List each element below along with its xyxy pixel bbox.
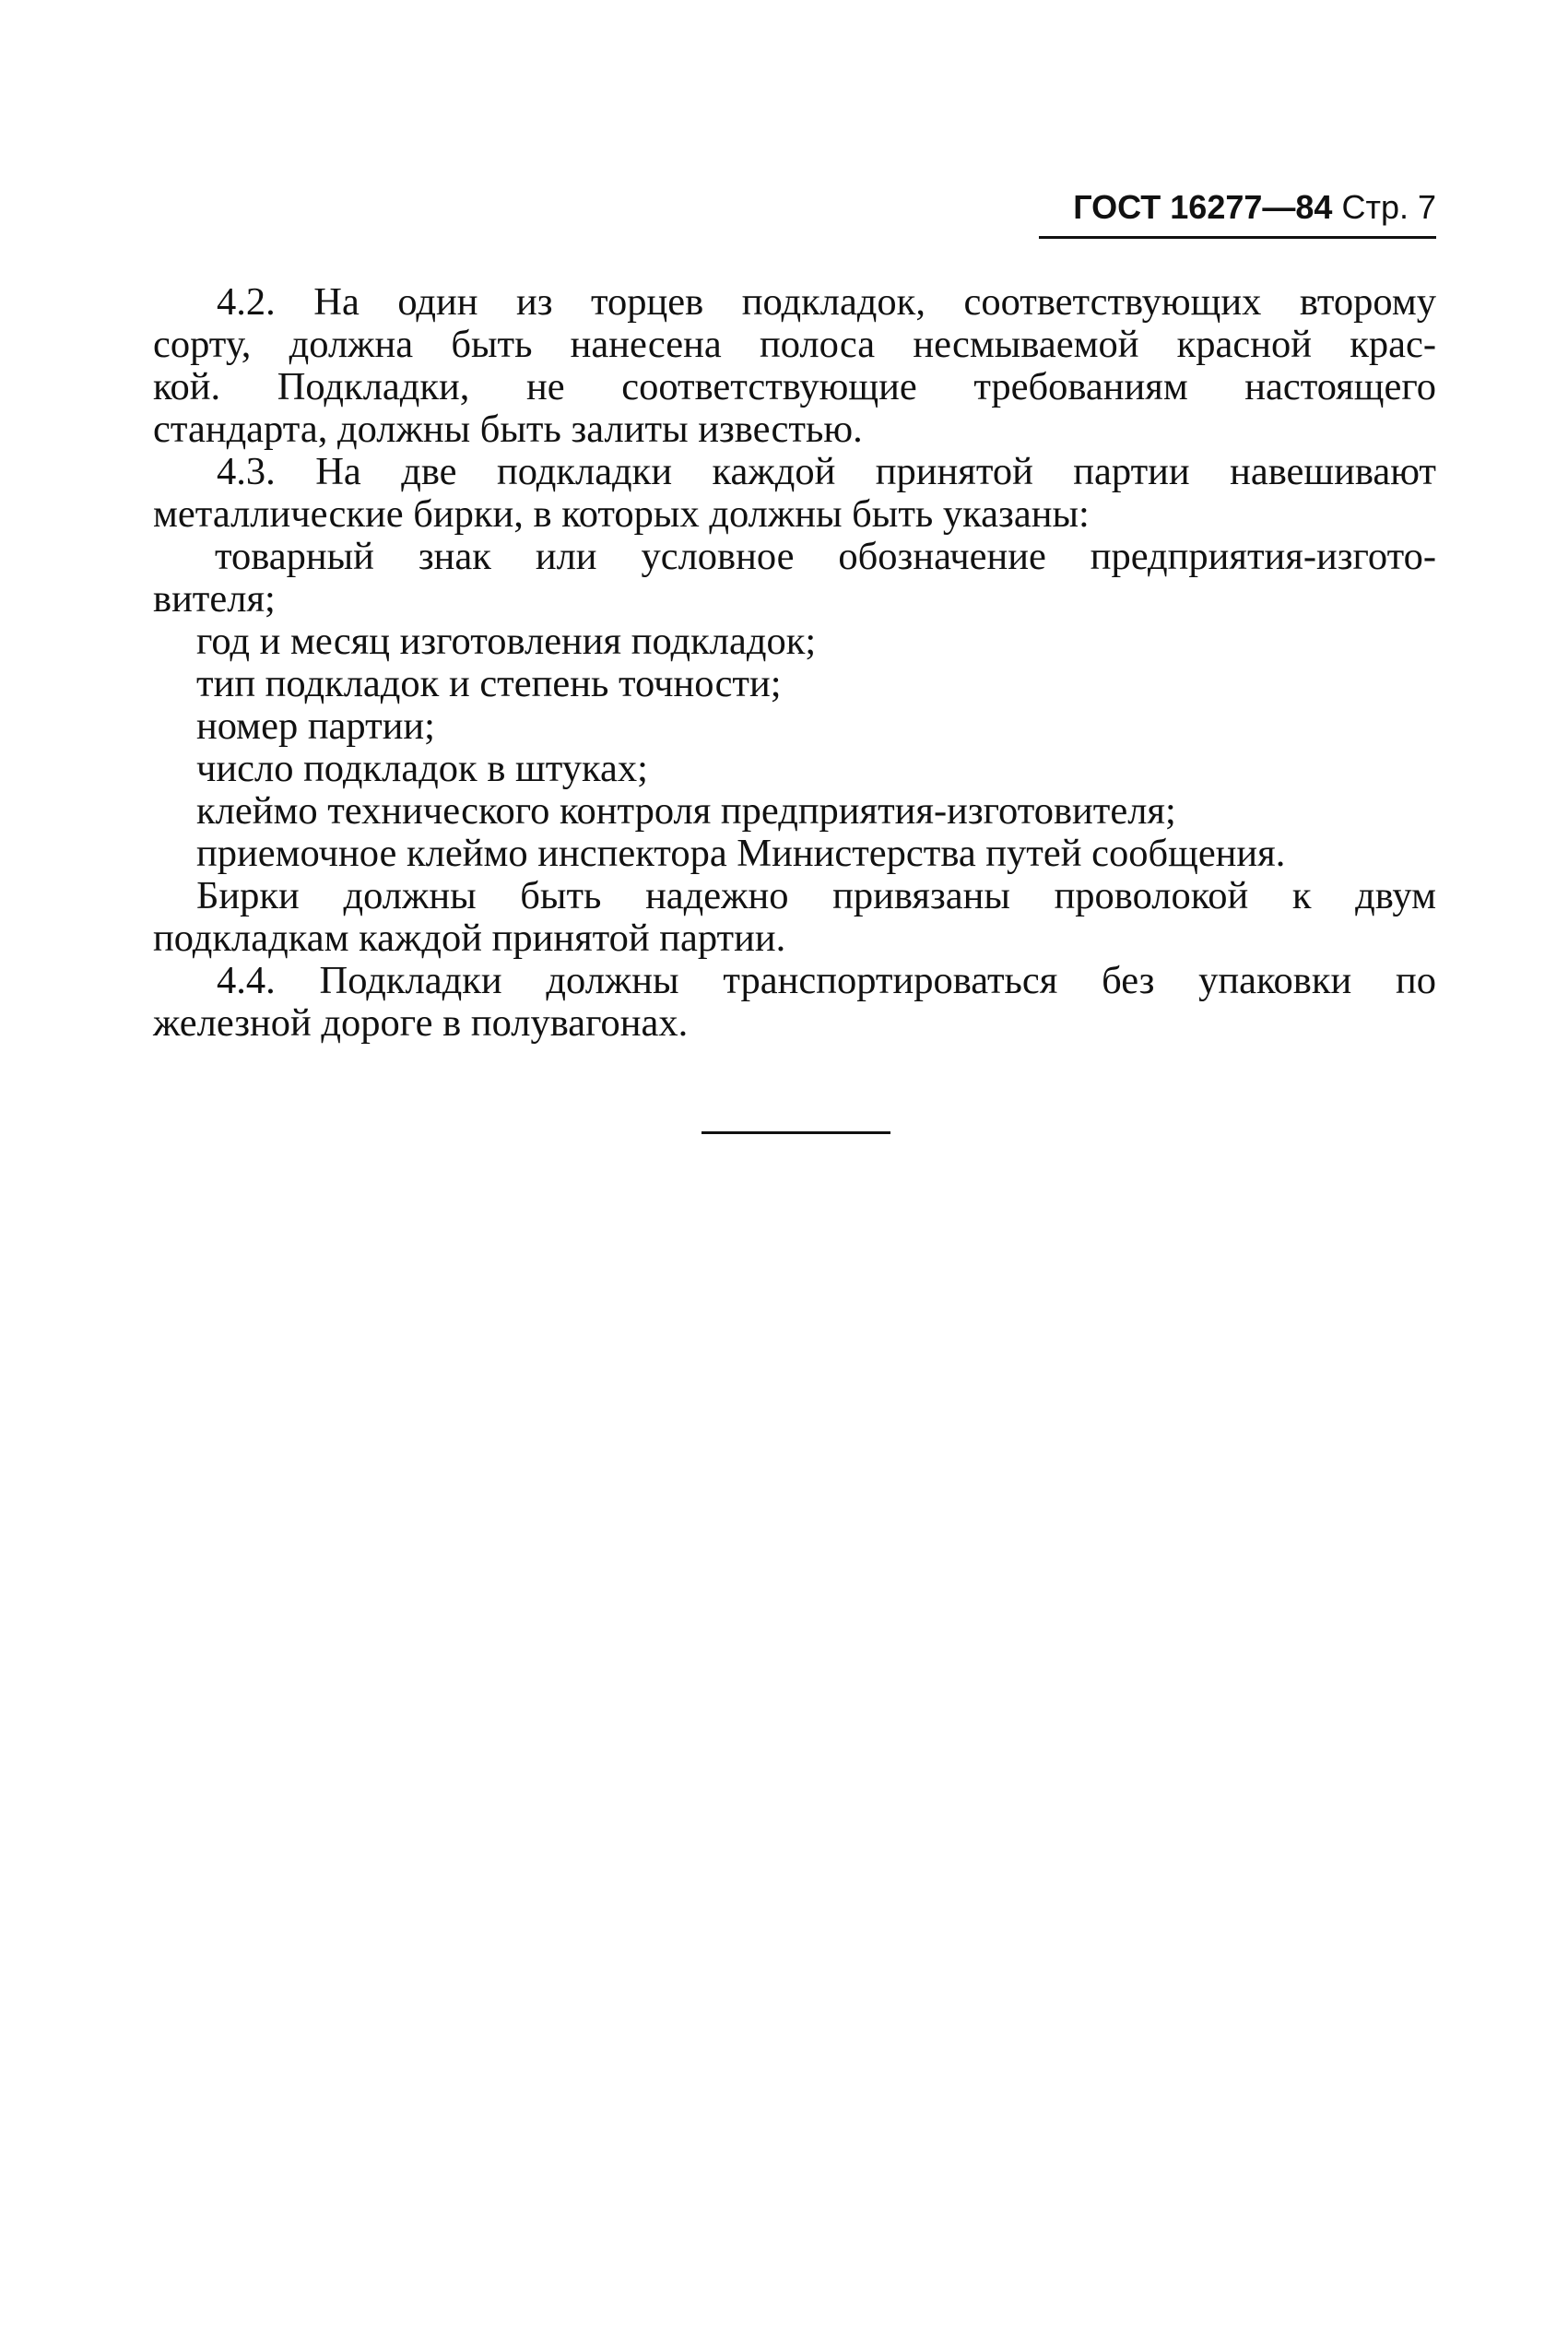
text-line: число подкладок в штуках;: [196, 747, 648, 790]
text-line: подкладкам каждой принятой партии.: [153, 917, 786, 960]
text-line: приемочное клеймо инспектора Министерства путей сообщения.: [196, 832, 1286, 875]
end-rule: [701, 1131, 890, 1134]
text-line: кой. Подкладки, не соответствующие требованиям настоящего: [153, 365, 1436, 408]
page-number: Стр. 7: [1341, 188, 1436, 226]
text-line: железной дороге в полувагонах.: [153, 1001, 689, 1045]
text-line: номер партии;: [196, 704, 435, 748]
header-rule: [1039, 236, 1436, 239]
text-line: клеймо технического контроля предприятия-изготовителя;: [196, 789, 1176, 833]
text-line: тип подкладок и степень точности;: [196, 662, 782, 705]
text-line: товарный знак или условное обозначение предприятия-изгото-: [215, 535, 1436, 578]
document-body: [153, 281, 1436, 1045]
text-line: Бирки должны быть надежно привязаны проволокой к двум: [196, 874, 1436, 917]
text-line: стандарта, должны быть залиты известью.: [153, 408, 863, 451]
page-header: [1039, 187, 1436, 228]
text-line: вителя;: [153, 577, 276, 621]
text-line: 4.2. На один из торцев подкладок, соответствующих второму: [217, 280, 1436, 324]
text-line: 4.3. На две подкладки каждой принятой партии навешивают: [217, 450, 1436, 493]
text-line: год и месяц изготовления подкладок;: [196, 620, 817, 663]
text-line: сорту, должна быть нанесена полоса несмываемой красной крас-: [153, 323, 1436, 366]
text-line: металлические бирки, в которых должны быть указаны:: [153, 492, 1090, 536]
standard-number: ГОСТ 16277—84: [1073, 188, 1333, 226]
text-line: 4.4. Подкладки должны транспортироваться без упаковки по: [217, 959, 1436, 1002]
